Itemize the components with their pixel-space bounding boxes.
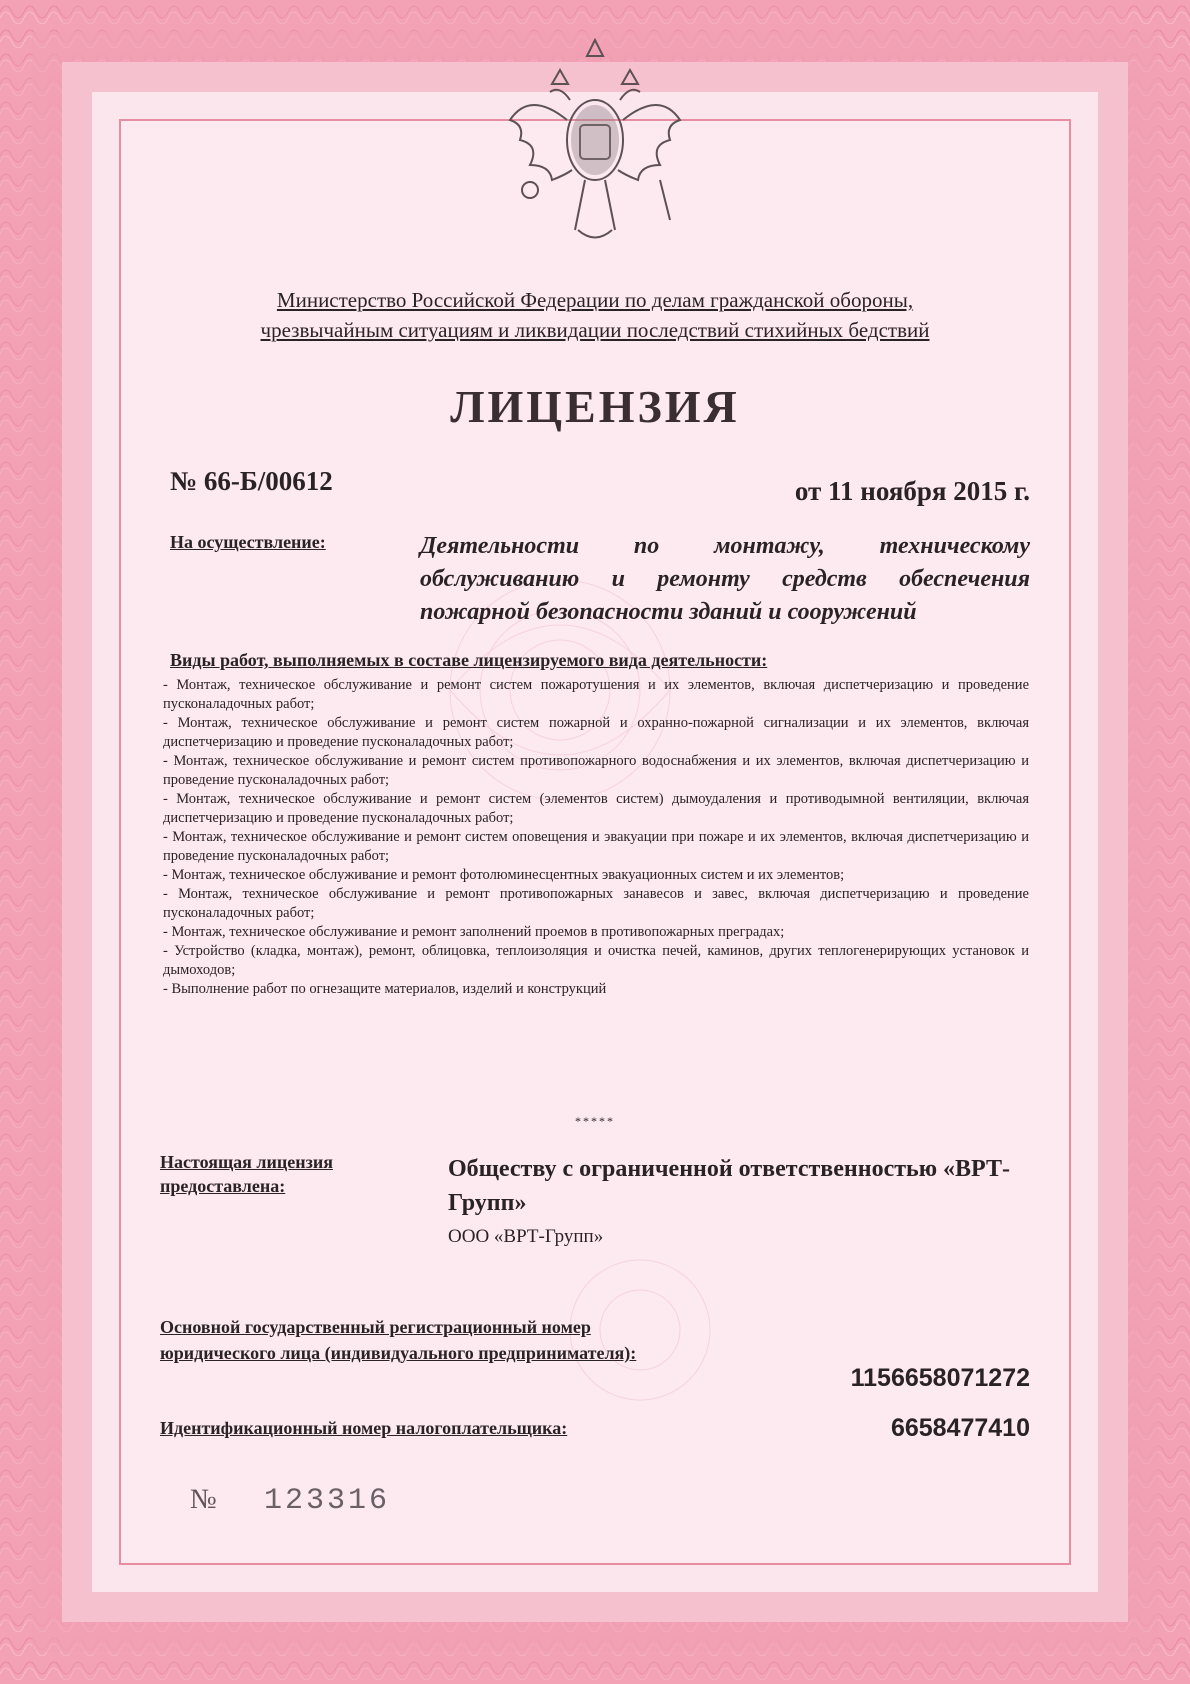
work-item: - Монтаж, техническое обслуживание и ремонт систем оповещения и эвакуации при пожаре и их элементов, включая диспетчеризацию и проведение пусконаладочных работ; <box>163 829 1029 864</box>
work-item: - Монтаж, техническое обслуживание и ремонт систем пожаротушения и их элементов, включая диспетчеризацию и проведение пусконаладочных работ; <box>163 677 1029 712</box>
work-item: - Монтаж, техническое обслуживание и ремонт противопожарных занавесов и завес, включая диспетчеризацию и проведение пусконаладочных работ; <box>163 886 1029 921</box>
license-date: от 11 ноября 2015 г. <box>794 476 1030 506</box>
ministry-line-1: Министерство Российской Федерации по делам гражданской обороны, <box>276 288 914 312</box>
work-item: - Монтаж, техническое обслуживание и ремонт систем противопожарного водоснабжения и их элементов, включая диспетчеризацию и проведение пусконаладочных работ; <box>163 753 1029 788</box>
organization-full-name: Обществу с ограниченной ответственностью «ВРТ-Групп» <box>448 1156 1010 1216</box>
work-item: - Монтаж, техническое обслуживание и ремонт фотолюминесцентных эвакуационных систем и их элементов; <box>163 867 845 883</box>
inn-value: 6658477410 <box>890 1414 1030 1442</box>
purpose-text: Деятельности по монтажу, техническому обслуживанию и ремонту средств обеспечения пожарной безопасности зданий и сооружений <box>420 533 1030 625</box>
blank-number-prefix: № <box>190 1484 217 1515</box>
ministry-header <box>160 285 1030 345</box>
work-item: - Выполнение работ по огнезащите материалов, изделий и конструкций <box>163 981 607 997</box>
ogrn-value: 1156658071272 <box>850 1364 1030 1392</box>
separator-stars: ***** <box>575 1114 615 1128</box>
blank-serial-number: 123316 <box>264 1484 391 1518</box>
inn-label: Идентификационный номер налогоплательщика: <box>160 1418 568 1438</box>
document-title: ЛИЦЕНЗИЯ <box>450 381 740 432</box>
grantee-label: Настоящая лицензия предоставлена: <box>160 1152 333 1196</box>
double-headed-eagle-emblem <box>490 30 700 260</box>
purpose-label: На осуществление: <box>170 532 326 552</box>
ministry-line-2: чрезвычайным ситуациям и ликвидации последствий стихийных бедствий <box>260 318 930 342</box>
ogrn-label: Основной государственный регистрационный номер юридического лица (индивидуального предпринимателя): <box>160 1317 637 1363</box>
work-item: - Монтаж, техническое обслуживание и ремонт систем (элементов систем) дымоудаления и противодымной вентиляции, включая диспетчеризацию и проведение пусконаладочных работ; <box>163 791 1029 826</box>
works-list <box>163 676 1029 999</box>
work-item: - Монтаж, техническое обслуживание и ремонт систем пожарной и охранно-пожарной сигнализации и их элементов, включая диспетчеризацию и проведение пусконаладочных работ; <box>163 715 1029 750</box>
work-item: - Монтаж, техническое обслуживание и ремонт заполнений проемов в противопожарных преградах; <box>163 924 785 940</box>
work-item: - Устройство (кладка, монтаж), ремонт, облицовка, теплоизоляция и очистка печей, каминов, других теплогенерирующих установок и дымоходов; <box>163 943 1029 978</box>
works-title: Виды работ, выполняемых в составе лицензируемого вида деятельности: <box>170 650 768 670</box>
license-number: № 66-Б/00612 <box>170 466 333 496</box>
organization-short-name: ООО «ВРТ-Групп» <box>448 1226 604 1247</box>
